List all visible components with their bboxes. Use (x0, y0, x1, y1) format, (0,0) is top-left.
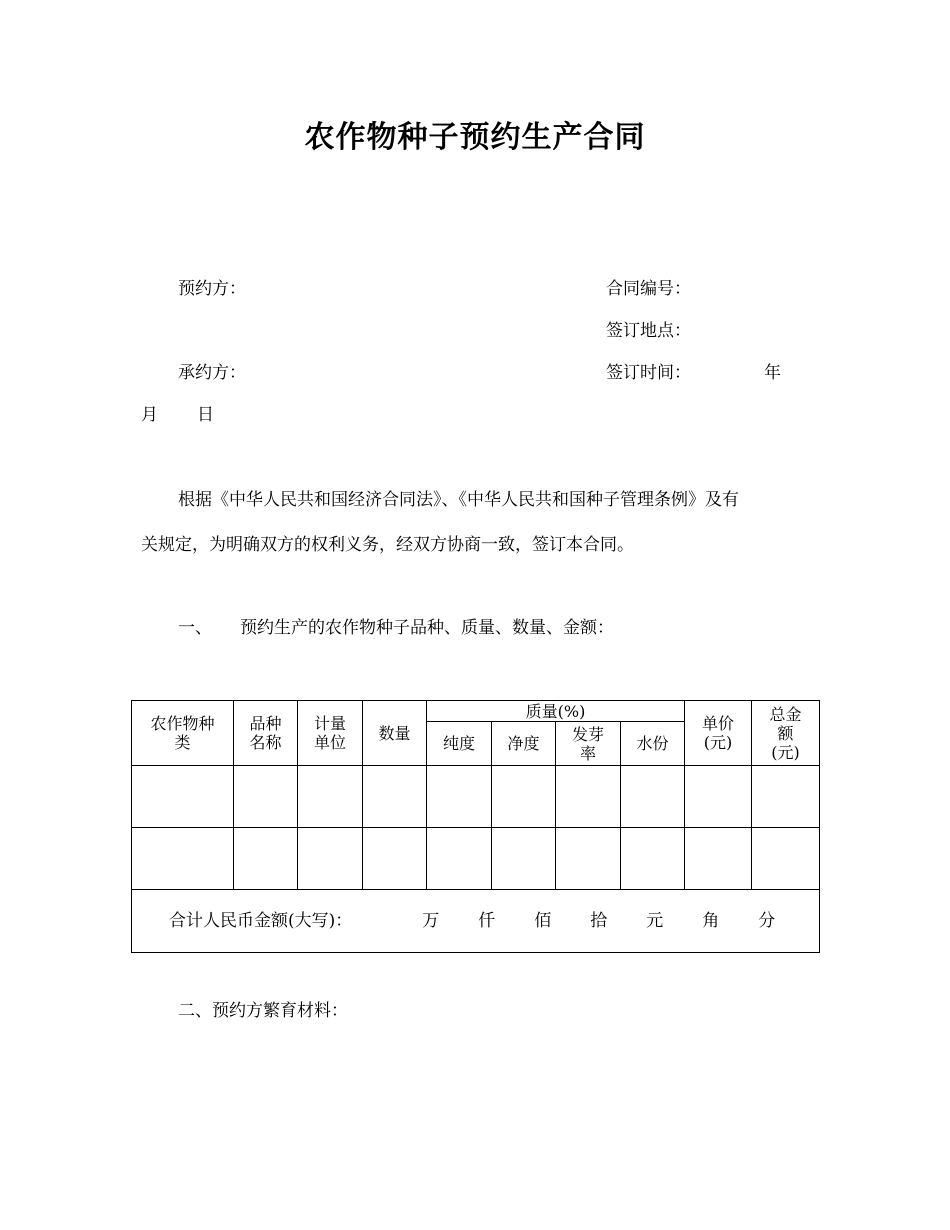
total-amount-cell[interactable] (132, 890, 820, 953)
table-cell[interactable] (492, 828, 556, 890)
table-cell[interactable] (556, 828, 621, 890)
unit-fen: 分 (758, 910, 776, 931)
table-cell[interactable] (685, 828, 752, 890)
table-cell[interactable] (298, 766, 363, 828)
table-cell[interactable] (685, 766, 752, 828)
header-quality: 质量(%) (427, 701, 685, 722)
page-title: 农作物种子预约生产合同 (304, 120, 646, 155)
preamble-line-1: 根据《中华人民共和国经济合同法》、《中华人民共和国种子管理条例》及有 (178, 490, 739, 510)
section-1-heading: 预约生产的农作物种子品种、质量、数量、金额： (240, 618, 614, 638)
unit-qian: 仟 (478, 910, 496, 931)
table-cell[interactable] (752, 828, 820, 890)
unit-bai: 佰 (534, 910, 552, 931)
unit-shi: 拾 (590, 910, 608, 931)
month-label: 月 (141, 405, 158, 425)
table-cell[interactable] (556, 766, 621, 828)
table-cell[interactable] (621, 828, 685, 890)
header-variety: 品种 名称 (234, 701, 298, 766)
contractor-label: 承约方： (178, 363, 246, 383)
section-2-heading: 二、预约方繁育材料： (178, 1001, 348, 1021)
table-cell[interactable] (752, 766, 820, 828)
section-1-number: 一、 (178, 618, 212, 638)
header-unit-price: 单价 (元) (685, 701, 752, 766)
contract-no-label: 合同编号： (606, 279, 691, 299)
header-moisture: 水份 (621, 722, 685, 766)
unit-jiao: 角 (702, 910, 720, 931)
table-cell[interactable] (132, 766, 234, 828)
table-cell[interactable] (234, 766, 298, 828)
year-label: 年 (764, 363, 781, 383)
total-amount-label: 合计人民币金额(大写)： (169, 910, 353, 931)
sign-time-label: 签订时间： (606, 363, 691, 383)
header-unit: 计量 单位 (298, 701, 363, 766)
header-quantity: 数量 (363, 701, 427, 766)
unit-yuan: 元 (646, 910, 664, 931)
table-cell[interactable] (621, 766, 685, 828)
sign-place-label: 签订地点： (606, 321, 691, 341)
day-label: 日 (197, 405, 214, 425)
table-cell[interactable] (363, 766, 427, 828)
table-cell[interactable] (298, 828, 363, 890)
reserver-label: 预约方： (178, 279, 246, 299)
table-cell[interactable] (427, 766, 492, 828)
table-cell[interactable] (492, 766, 556, 828)
table-cell[interactable] (427, 828, 492, 890)
table-row (132, 828, 820, 890)
header-cleanliness: 净度 (492, 722, 556, 766)
table-cell[interactable] (363, 828, 427, 890)
header-purity: 纯度 (427, 722, 492, 766)
preamble-line-2: 关规定，为明确双方的权利义务，经双方协商一致，签订本合同。 (141, 535, 634, 555)
unit-wan: 万 (422, 910, 440, 931)
table-cell[interactable] (132, 828, 234, 890)
header-total: 总金 额 (元) (752, 701, 820, 766)
header-crop-type: 农作物种 类 (132, 701, 234, 766)
seed-spec-table (131, 700, 820, 953)
table-row (132, 766, 820, 828)
total-row (132, 890, 820, 953)
header-germination: 发芽 率 (556, 722, 621, 766)
table-cell[interactable] (234, 828, 298, 890)
